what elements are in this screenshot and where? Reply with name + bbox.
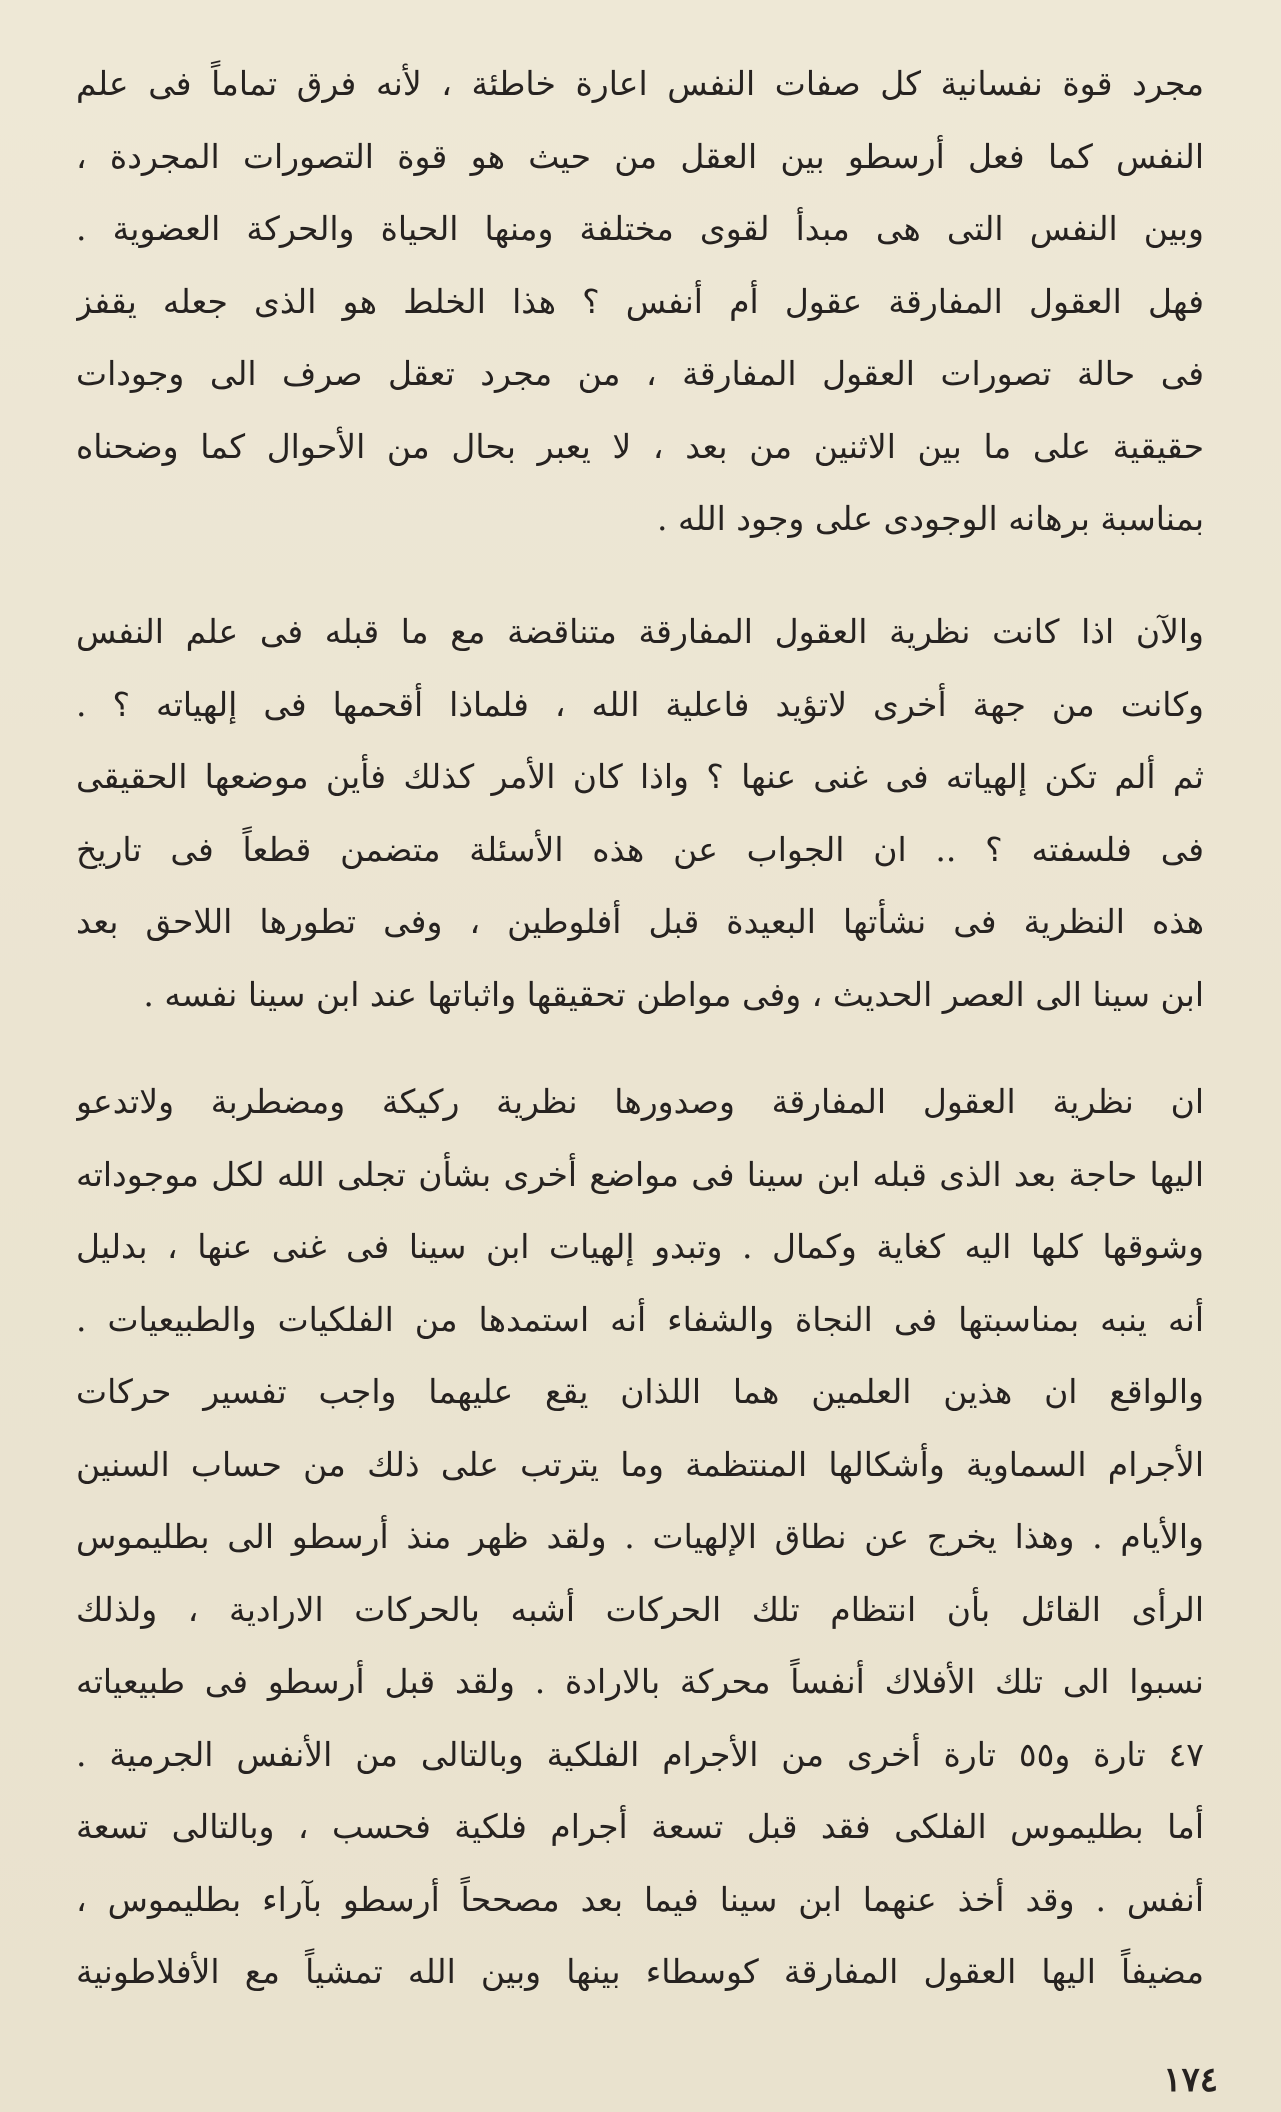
text-line: مضيفاً اليها العقول المفارقة كوسطاء بينها وبين الله تمشياً مع الأفلاطونية — [76, 1952, 1204, 1991]
text-line: الأجرام السماوية وأشكالها المنتظمة وما يترتب على ذلك من حساب السنين — [76, 1444, 1204, 1484]
text-line: النفس كما فعل أرسطو بين العقل من حيث هو قوة التصورات المجردة ، — [76, 136, 1204, 176]
text-line: فى حالة تصورات العقول المفارقة ، من مجرد تعقل صرف الى وجودات — [76, 354, 1204, 393]
text-line: اليها حاجة بعد الذى قبله ابن سينا فى مواضع أخرى بشأن تجلى الله لكل موجوداته — [76, 1154, 1204, 1194]
text-line: نسبوا الى تلك الأفلاك أنفساً محركة بالارادة . ولقد قبل أرسطو فى طبيعياته — [76, 1662, 1204, 1701]
page-number: ١٧٤ — [1163, 2060, 1218, 2100]
paragraph-3 — [76, 1066, 1204, 2009]
text-line: حقيقية على ما بين الاثنين من بعد ، لا يعبر بحال من الأحوال كما وضحناه — [76, 426, 1204, 466]
text-line: أنه ينبه بمناسبتها فى النجاة والشفاء أنه استمدها من الفلكيات والطبيعيات . — [76, 1299, 1204, 1339]
text-line: وكانت من جهة أخرى لاتؤيد فاعلية الله ، فلماذا أقحمها فى إلهياته ؟ . — [76, 684, 1204, 724]
text-line: هذه النظرية فى نشأتها البعيدة قبل أفلوطين ، وفى تطورها اللاحق بعد — [76, 902, 1204, 941]
text-line: وشوقها كلها اليه كغاية وكمال . وتبدو إلهيات ابن سينا فى غنى عنها ، بدليل — [76, 1227, 1204, 1266]
text-line: ابن سينا الى العصر الحديث ، وفى مواطن تحقيقها واثباتها عند ابن سينا نفسه . — [143, 974, 1204, 1014]
text-line: بمناسبة برهانه الوجودى على وجود الله . — [656, 499, 1204, 538]
text-line: مجرد قوة نفسانية كل صفات النفس اعارة خاطئة ، لأنه فرق تماماً فى علم — [76, 64, 1204, 103]
text-line: فهل العقول المفارقة عقول أم أنفس ؟ هذا الخلط هو الذى جعله يقفز — [76, 281, 1204, 321]
text-line: الرأى القائل بأن انتظام تلك الحركات أشبه بالحركات الارادية ، ولذلك — [76, 1589, 1204, 1629]
text-line: والواقع ان هذين العلمين هما اللذان يقع عليهما واجب تفسير حركات — [76, 1372, 1204, 1411]
text-line: وبين النفس التى هى مبدأ لقوى مختلفة ومنها الحياة والحركة العضوية . — [76, 209, 1204, 248]
text-line: ثم ألم تكن إلهياته فى غنى عنها ؟ واذا كان الأمر كذلك فأين موضعها الحقيقى — [76, 757, 1204, 796]
text-line: ان نظرية العقول المفارقة وصدورها نظرية ركيكة ومضطربة ولاتدعو — [76, 1082, 1204, 1121]
paragraph-1 — [76, 48, 1204, 556]
text-line: فى فلسفته ؟ .. ان الجواب عن هذه الأسئلة متضمن قطعاً فى تاريخ — [76, 829, 1204, 869]
paragraph-2 — [76, 596, 1204, 1031]
text-line: والأيام . وهذا يخرج عن نطاق الإلهيات . ولقد ظهر منذ أرسطو الى بطليموس — [76, 1517, 1204, 1556]
text-line: والآن اذا كانت نظرية العقول المفارقة متناقضة مع ما قبله فى علم النفس — [76, 612, 1204, 651]
text-line: أنفس . وقد أخذ عنهما ابن سينا فيما بعد مصححاً أرسطو بآراء بطليموس ، — [76, 1879, 1204, 1919]
text-line: أما بطليموس الفلكى فقد قبل تسعة أجرام فلكية فحسب ، وبالتالى تسعة — [76, 1807, 1204, 1846]
text-line: ٤٧ تارة و٥٥ تارة أخرى من الأجرام الفلكية وبالتالى من الأنفس الجرمية . — [76, 1734, 1204, 1774]
